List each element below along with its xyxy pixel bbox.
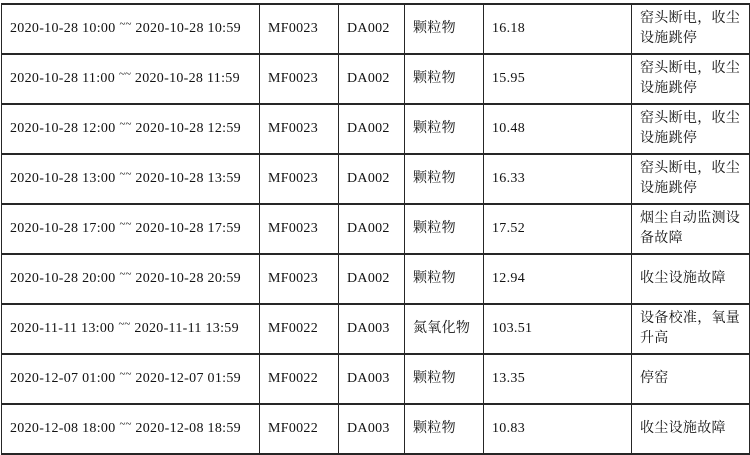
table-row [2, 354, 750, 404]
range-separator: ~~ [118, 318, 131, 330]
value-cell: 10.48 [484, 104, 632, 154]
range-separator: ~~ [119, 268, 132, 280]
table-row [2, 254, 750, 304]
device-code-cell: DA002 [339, 154, 405, 204]
reason-cell: 收尘设施故障 [632, 404, 750, 454]
range-separator: ~~ [119, 168, 132, 180]
pollutant-cell: 颗粒物 [405, 154, 484, 204]
device-code-cell: DA002 [339, 4, 405, 54]
table-row [2, 204, 750, 254]
range-separator: ~~ [119, 68, 131, 80]
table-row [2, 4, 750, 54]
device-code-cell: DA002 [339, 104, 405, 154]
reason-cell: 窑头断电，收尘设施跳停 [632, 4, 750, 54]
range-separator: ~~ [119, 18, 132, 30]
table-row [2, 304, 750, 354]
value-cell: 103.51 [484, 304, 632, 354]
value-cell: 16.33 [484, 154, 632, 204]
reason-cell: 窑头断电，收尘设施跳停 [632, 54, 750, 104]
end-time: 2020-10-28 20:59 [135, 271, 241, 286]
start-time: 2020-12-07 01:00 [10, 371, 116, 386]
start-time: 2020-10-28 10:00 [10, 21, 116, 36]
range-separator: ~~ [119, 368, 132, 380]
device-code-cell: DA003 [339, 354, 405, 404]
device-code-cell: DA002 [339, 204, 405, 254]
reason-cell: 停窑 [632, 354, 750, 404]
outlet-code-cell: MF0022 [260, 354, 339, 404]
start-time: 2020-11-11 13:00 [10, 321, 115, 336]
pollutant-cell: 氮氧化物 [405, 304, 484, 354]
pollutant-cell: 颗粒物 [405, 204, 484, 254]
time-range-cell [2, 4, 260, 54]
outlet-code-cell: MF0022 [260, 404, 339, 454]
outlet-code-cell: MF0023 [260, 254, 339, 304]
start-time: 2020-10-28 17:00 [10, 221, 116, 236]
start-time: 2020-12-08 18:00 [10, 421, 116, 436]
reason-cell: 窑头断电，收尘设施跳停 [632, 104, 750, 154]
value-cell: 16.18 [484, 4, 632, 54]
end-time: 2020-10-28 11:59 [134, 71, 240, 86]
time-range-cell [2, 304, 260, 354]
table-row [2, 154, 750, 204]
time-range-cell [2, 54, 260, 104]
end-time: 2020-10-28 13:59 [135, 171, 241, 186]
time-range-cell [2, 354, 260, 404]
table-row [2, 404, 750, 454]
value-cell: 10.83 [484, 404, 632, 454]
start-time: 2020-10-28 12:00 [10, 121, 116, 136]
time-range-cell [2, 404, 260, 454]
value-cell: 17.52 [484, 204, 632, 254]
pollutant-cell: 颗粒物 [405, 4, 484, 54]
table-row [2, 104, 750, 154]
time-range-cell [2, 154, 260, 204]
pollutant-cell: 颗粒物 [405, 354, 484, 404]
outlet-code-cell: MF0023 [260, 204, 339, 254]
outlet-code-cell: MF0023 [260, 4, 339, 54]
reason-cell: 烟尘自动监测设备故障 [632, 204, 750, 254]
range-separator: ~~ [119, 218, 132, 230]
value-cell: 12.94 [484, 254, 632, 304]
outlet-code-cell: MF0023 [260, 104, 339, 154]
table-body [2, 4, 750, 454]
end-time: 2020-10-28 10:59 [135, 21, 241, 36]
start-time: 2020-10-28 20:00 [10, 271, 116, 286]
time-range-cell [2, 204, 260, 254]
start-time: 2020-10-28 13:00 [10, 171, 116, 186]
pollutant-cell: 颗粒物 [405, 404, 484, 454]
pollutant-cell: 颗粒物 [405, 254, 484, 304]
device-code-cell: DA003 [339, 304, 405, 354]
device-code-cell: DA003 [339, 404, 405, 454]
outlet-code-cell: MF0022 [260, 304, 339, 354]
end-time: 2020-10-28 12:59 [135, 121, 241, 136]
outlet-code-cell: MF0023 [260, 54, 339, 104]
pollutant-cell: 颗粒物 [405, 54, 484, 104]
range-separator: ~~ [119, 418, 132, 430]
exceedance-record-table [1, 3, 750, 455]
start-time: 2020-10-28 11:00 [10, 71, 115, 86]
outlet-code-cell: MF0023 [260, 154, 339, 204]
time-range-cell [2, 104, 260, 154]
reason-cell: 窑头断电，收尘设施跳停 [632, 154, 750, 204]
reason-cell: 设备校准，氧量升高 [632, 304, 750, 354]
end-time: 2020-12-08 18:59 [135, 421, 241, 436]
end-time: 2020-12-07 01:59 [135, 371, 241, 386]
pollutant-cell: 颗粒物 [405, 104, 484, 154]
reason-cell: 收尘设施故障 [632, 254, 750, 304]
range-separator: ~~ [119, 118, 132, 130]
end-time: 2020-11-11 13:59 [134, 321, 239, 336]
value-cell: 13.35 [484, 354, 632, 404]
table-row [2, 54, 750, 104]
end-time: 2020-10-28 17:59 [135, 221, 241, 236]
device-code-cell: DA002 [339, 54, 405, 104]
device-code-cell: DA002 [339, 254, 405, 304]
time-range-cell [2, 254, 260, 304]
value-cell: 15.95 [484, 54, 632, 104]
